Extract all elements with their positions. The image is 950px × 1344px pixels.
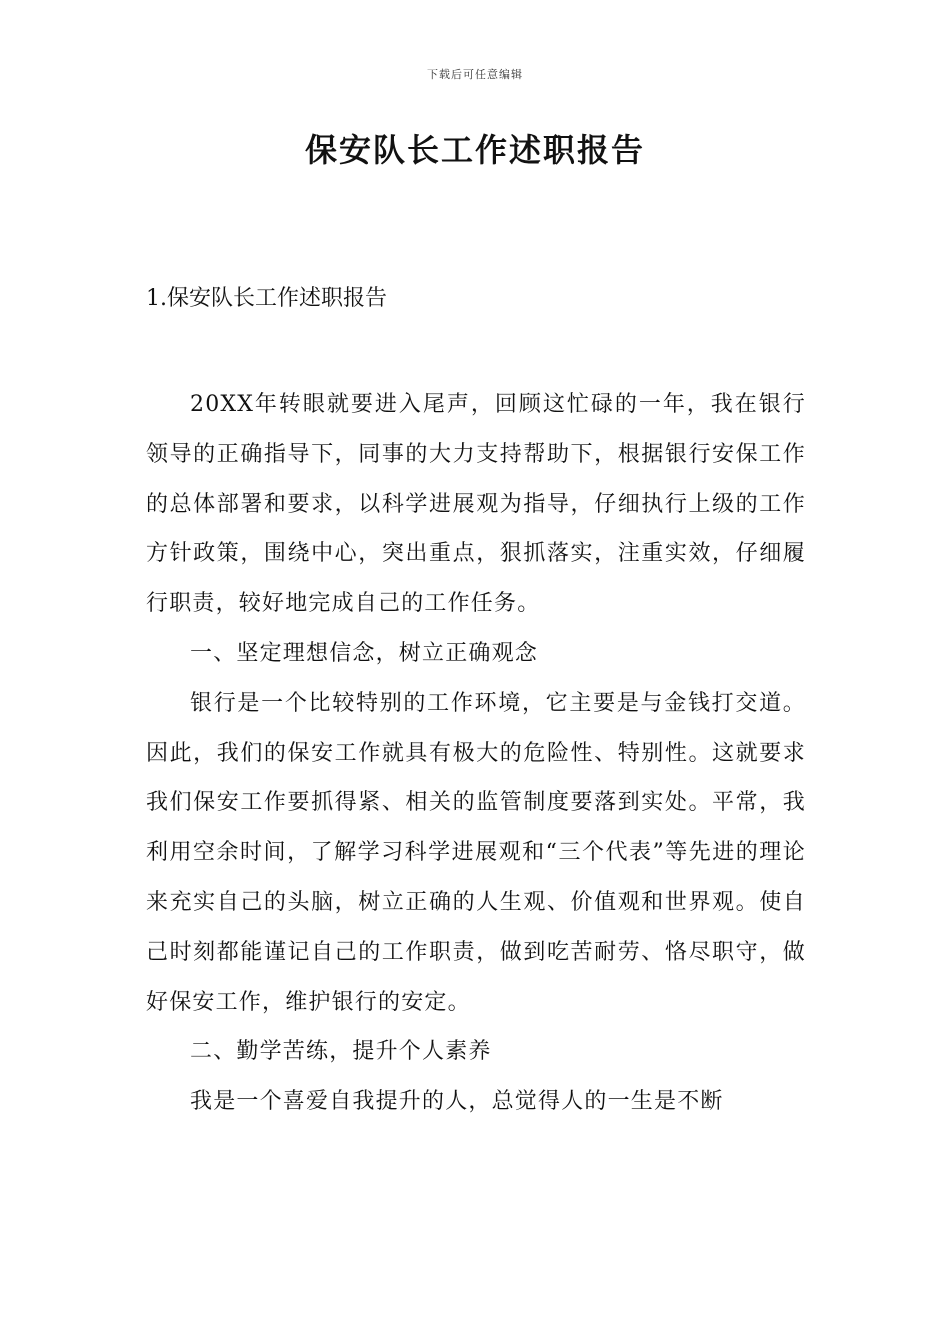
heading-ideals: 一、坚定理想信念，树立正确观念 — [190, 640, 539, 666]
paragraph-self-improvement: 我是一个喜爱自我提升的人，总觉得人的一生是不断 — [190, 1089, 724, 1115]
document-title: 保安队长工作述职报告 — [304, 131, 645, 169]
section-title: 1.保安队长工作述职报告 — [146, 286, 387, 311]
paragraph-intro: 20XX年转眼就要进入尾声，回顾这忙碌的一年，我在银行领导的正确指导下，同事的大力支持帮助下，根据银行安保工作的总体部署和要求，以科学进展观为指导，仔细执行上级的工作方针政策，围绕中心，突出重点，狠抓落实，注重实效，仔细履行职责，较好地完成自己的工作任务。 — [146, 392, 806, 617]
heading-study: 二、勤学苦练，提升个人素养 — [190, 1039, 492, 1065]
paragraph-bank-environment: 银行是一个比较特别的工作环境，它主要是与金钱打交道。因此，我们的保安工作就具有极大的危险性、特别性。这就要求我们保安工作要抓得紧、相关的监管制度要落到实处。平常，我利用空余时间，了解学习科学进展观和“三个代表”等先进的理论来充实自己的头脑，树立正确的人生观、价值观和世界观。使自己时刻都能谨记自己的工作职责，做到吃苦耐劳、恪尽职守，做好保安工作，维护银行的安定。 — [146, 690, 806, 1015]
header-note: 下载后可任意编辑 — [427, 68, 523, 81]
document-body — [146, 380, 806, 1127]
